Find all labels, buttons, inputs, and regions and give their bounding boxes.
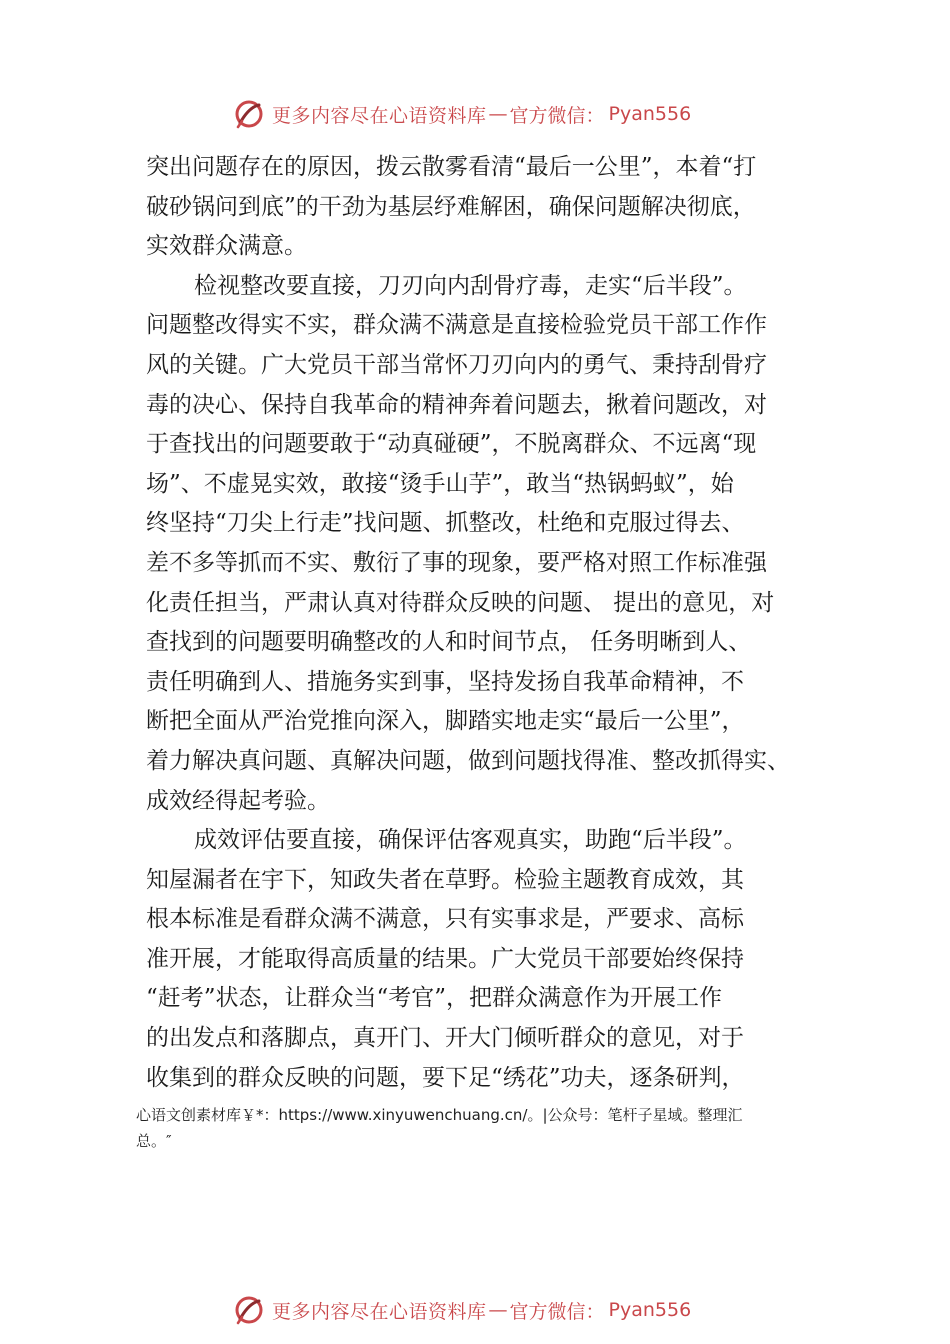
- body-line: 实效群众满意。: [146, 233, 307, 260]
- brush-swirl-icon: [232, 97, 266, 131]
- body-line: 终坚持“刀尖上行走”找问题、抓整改，杜绝和克服过得去、: [146, 510, 745, 537]
- body-line: 根本标准是看群众满不满意，只有实事求是，严要求、高标: [146, 906, 744, 933]
- footer-official-label: 官方微信：: [509, 1300, 605, 1323]
- source-note-line: 总。″: [136, 1132, 172, 1150]
- body-line: 断把全面从严治党推向深入，脚踏实地走实“最后一公里”，: [146, 708, 745, 735]
- header-official-label: 官方微信：: [509, 104, 605, 127]
- header-brand-text: 更多内容尽在心语资料库: [272, 104, 487, 127]
- body-line: 毒的决心、保持自我革命的精神奔着问题去，揪着问题改，对: [146, 391, 767, 418]
- body-line: 知屋漏者在宇下，知政失者在草野。检验主题教育成效，其: [146, 866, 744, 893]
- header-separator: —: [488, 103, 508, 125]
- body-line: 破砂锅问到底”的干劲为基层纾难解困，确保问题解决彻底，: [146, 193, 756, 220]
- body-line: 查找到的问题要明确整改的人和时间节点， 任务明晰到人、: [146, 629, 752, 656]
- body-line: 于查找出的问题要敢于“动真碰硬”，不脱离群众、不远离“现: [146, 431, 757, 458]
- body-line: 场”、不虚晃实效，敢接“烫手山芋”，敢当“热锅蚂蚁”，始: [146, 470, 734, 497]
- footer-brand-text: 更多内容尽在心语资料库: [272, 1300, 487, 1323]
- body-line: 问题整改得实不实，群众满不满意是直接检验党员干部工作作: [146, 312, 767, 339]
- header-wechat-handle: Pyan556: [608, 103, 692, 125]
- section-heading-line: 检视整改要直接，刀刃向内刮骨疗毒，走实“后半段”。: [194, 272, 747, 299]
- body-line: 收集到的群众反映的问题，要下足“绣花”功夫，逐条研判，: [146, 1064, 745, 1091]
- source-note-line: 心语文创素材库￥*：https://www.xinyuwenchuang.cn/。|公众号：笔杆子星域。整理汇: [136, 1106, 743, 1124]
- body-line: 成效经得起考验。: [146, 787, 330, 814]
- footer-separator: —: [488, 1299, 508, 1321]
- body-line: 准开展，才能取得高质量的结果。广大党员干部要始终保持: [146, 945, 744, 972]
- brush-swirl-icon: [232, 1293, 266, 1327]
- body-line: 突出问题存在的原因，拨云散雾看清“最后一公里”，本着“打: [146, 154, 757, 180]
- footer-wechat-handle: Pyan556: [608, 1299, 692, 1321]
- body-line: 差不多等抓而不实、敷衍了事的现象，要严格对照工作标准强: [146, 549, 767, 576]
- body-line: 着力解决真问题、真解决问题，做到问题找得准、整改抓得实、: [146, 747, 790, 774]
- body-line: 责任明确到人、措施务实到事，坚持发扬自我革命精神，不: [146, 668, 744, 695]
- footer-banner: [232, 1290, 691, 1330]
- body-line: 风的关键。广大党员干部当常怀刀刃向内的勇气、秉持刮骨疗: [146, 351, 767, 378]
- source-note: [136, 1102, 836, 1154]
- document-body: [146, 148, 826, 1098]
- section-heading-line: 成效评估要直接，确保评估客观真实，助跑“后半段”。: [194, 827, 747, 854]
- body-line: 化责任担当，严肃认真对待群众反映的问题、 提出的意见，对: [146, 589, 775, 616]
- header-banner: [232, 94, 691, 134]
- body-line: 的出发点和落脚点，真开门、开大门倾听群众的意见，对于: [146, 1025, 744, 1052]
- body-line: “赶考”状态，让群众当“考官”，把群众满意作为开展工作: [146, 985, 723, 1012]
